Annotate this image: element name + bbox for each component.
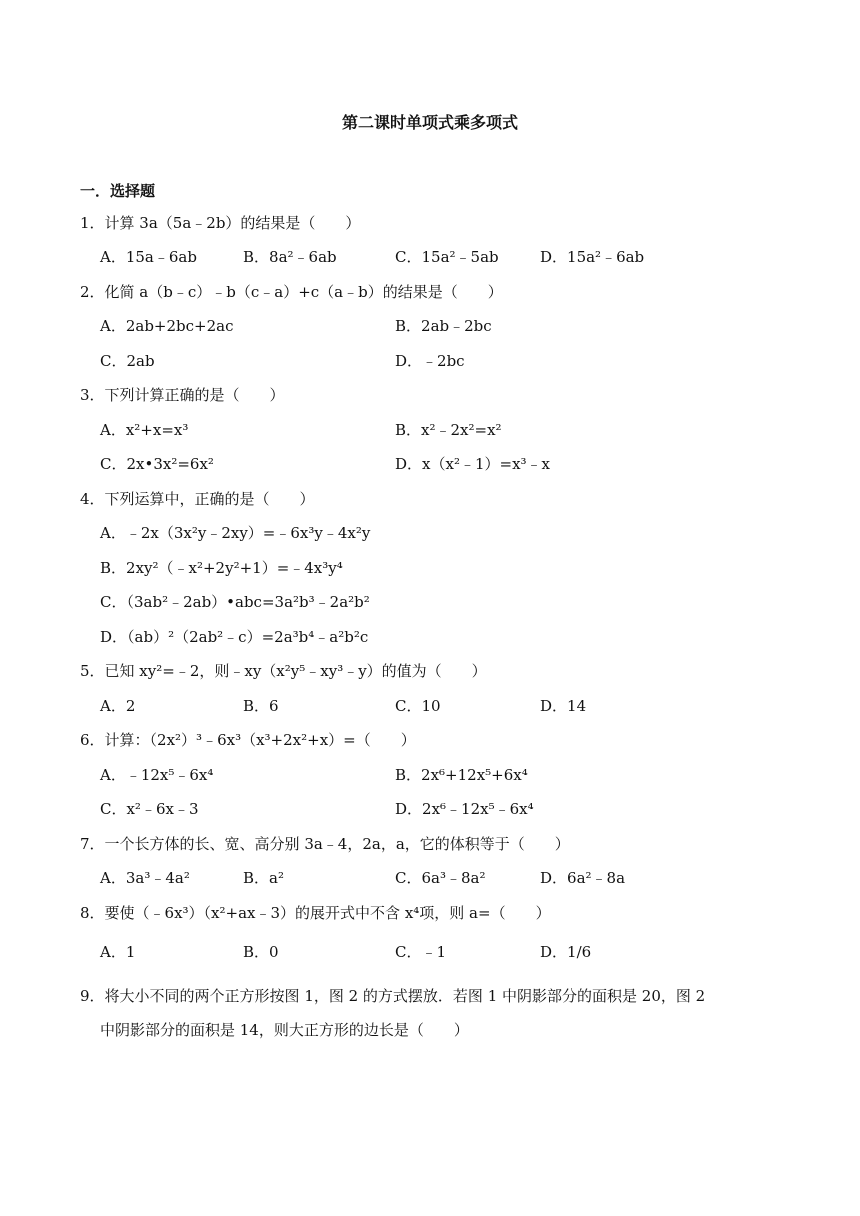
question-9-stem-continued: 中阴影部分的面积是 14，则大正方形的边长是（ ）: [100, 1021, 469, 1039]
q4-option-b[interactable]: B．2xy²（﹣x²+2y²+1）=﹣4x³y⁴: [100, 559, 343, 577]
q4-option-c[interactable]: C．（3ab²﹣2ab）•abc=3a²b³﹣2a²b²: [100, 593, 370, 611]
q8-option-b[interactable]: B．0: [243, 943, 279, 961]
section-heading: 一．选择题: [80, 182, 156, 200]
q5-option-a[interactable]: A．2: [100, 697, 136, 715]
question-3-stem: 3．下列计算正确的是（ ）: [80, 386, 285, 404]
q7-option-a[interactable]: A．3a³﹣4a²: [100, 869, 190, 887]
q8-option-c[interactable]: C．﹣1: [395, 943, 447, 961]
q2-option-c[interactable]: C．2ab: [100, 352, 155, 370]
q8-option-d[interactable]: D．1/6: [540, 943, 592, 961]
q1-option-b[interactable]: B．8a²﹣6ab: [243, 248, 337, 266]
q5-option-d[interactable]: D．14: [540, 697, 587, 715]
q5-option-c[interactable]: C．10: [395, 697, 441, 715]
page-title: 第二课时单项式乘多项式: [341, 113, 518, 132]
q4-option-d[interactable]: D．（ab）²（2ab²﹣c）=2a³b⁴﹣a²b²c: [100, 628, 369, 646]
q1-option-d[interactable]: D．15a²﹣6ab: [540, 248, 645, 266]
q1-option-c[interactable]: C．15a²﹣5ab: [395, 248, 499, 266]
question-7-stem: 7．一个长方体的长、宽、高分别 3a﹣4，2a，a，它的体积等于（ ）: [80, 835, 570, 853]
question-6-stem: 6．计算：（2x²）³﹣6x³（x³+2x²+x）=（ ）: [80, 731, 416, 749]
q7-option-d[interactable]: D．6a²﹣8a: [540, 869, 626, 887]
q6-option-a[interactable]: A．﹣12x⁵﹣6x⁴: [100, 766, 214, 784]
q6-option-b[interactable]: B．2x⁶+12x⁵+6x⁴: [395, 766, 528, 784]
q3-option-d[interactable]: D．x（x²﹣1）=x³﹣x: [395, 455, 551, 473]
q1-option-a[interactable]: A．15a﹣6ab: [100, 248, 197, 266]
q6-option-d[interactable]: D．2x⁶﹣12x⁵﹣6x⁴: [395, 800, 534, 818]
q6-option-c[interactable]: C．x²﹣6x﹣3: [100, 800, 199, 818]
q7-option-b[interactable]: B．a²: [243, 869, 284, 887]
q7-option-c[interactable]: C．6a³﹣8a²: [395, 869, 486, 887]
q2-option-b[interactable]: B．2ab﹣2bc: [395, 317, 492, 335]
q4-option-a[interactable]: A．﹣2x（3x²y﹣2xy）=﹣6x³y﹣4x²y: [100, 524, 371, 542]
q2-option-d[interactable]: D．﹣2bc: [395, 352, 465, 370]
question-5-stem: 5．已知 xy²=﹣2，则﹣xy（x²y⁵﹣xy³﹣y）的值为（ ）: [80, 662, 487, 680]
q3-option-a[interactable]: A．x²+x=x³: [100, 421, 189, 439]
q5-option-b[interactable]: B．6: [243, 697, 279, 715]
q2-option-a[interactable]: A．2ab+2bc+2ac: [100, 317, 234, 335]
question-4-stem: 4．下列运算中，正确的是（ ）: [80, 490, 315, 508]
q3-option-b[interactable]: B．x²﹣2x²=x²: [395, 421, 502, 439]
question-9-stem: 9．将大小不同的两个正方形按图 1，图 2 的方式摆放．若图 1 中阴影部分的面积是 20，图 2: [80, 987, 706, 1005]
q3-option-c[interactable]: C．2x•3x²=6x²: [100, 455, 214, 473]
question-2-stem: 2．化简 a（b﹣c）﹣b（c﹣a）+c（a﹣b）的结果是（ ）: [80, 283, 503, 301]
question-1-stem: 1．计算 3a（5a﹣2b）的结果是（ ）: [80, 214, 361, 232]
question-8-stem: 8．要使（﹣6x³）（x²+ax﹣3）的展开式中不含 x⁴项，则 a=（ ）: [80, 904, 551, 922]
q8-option-a[interactable]: A．1: [100, 943, 136, 961]
